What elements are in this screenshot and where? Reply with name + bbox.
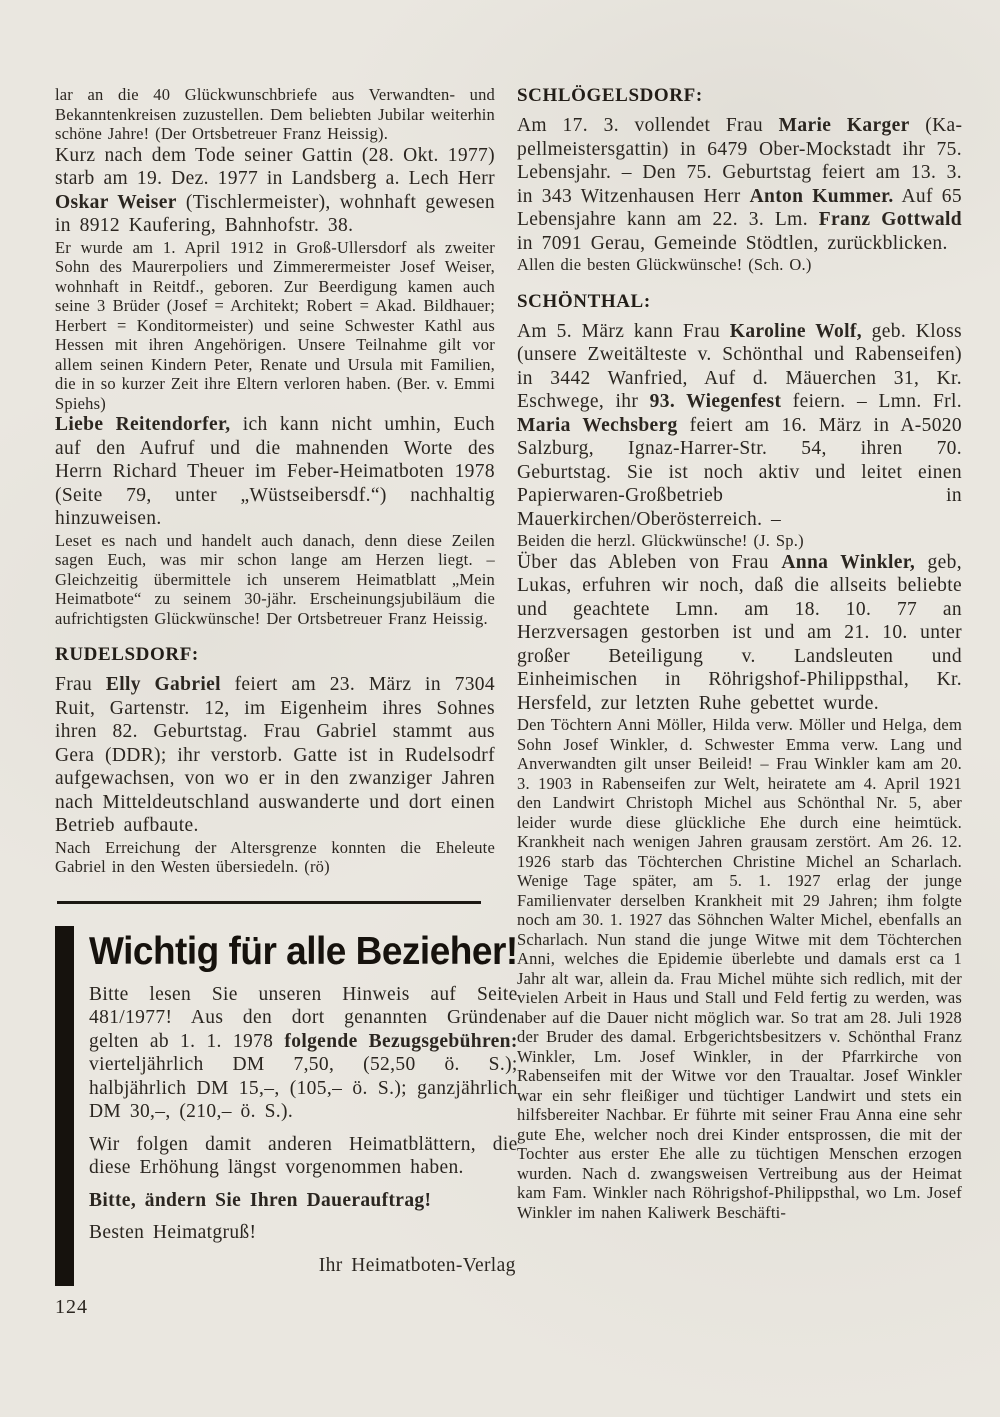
- section-divider-rule: [57, 901, 481, 904]
- oskar-weiser-obituary: Kurz nach dem Tode seiner Gattin (28. Okt. 1977) starb am 19. Dez. 1977 in Landsberg a. Lech Herr Oskar Weiser (Tischlermeister), wohnhaft gewesen in 8912 Kaufering, Bahnhofstr. 38.: [55, 144, 495, 236]
- continuation-paragraph: lar an die 40 Glückwunschbriefe aus Verwandten- und Bekanntenkreisen zuzustellen. Dem beliebten Jubilar weiterhin schöne Jahre! (Der Ortsbetreuer Franz Heissig).: [55, 85, 495, 143]
- winkler-family-history: Den Töchtern Anni Möller, Hilda verw. Möller und Helga, dem Sohn Josef Winkler, d. Schwester Emma verw. Lang und Anverwandten gilt unser Beileid! – Frau Winkler kam am 20. 3. 1903 in Rabenseifen zur Welt, heiratete am 4. April 1921 den Landwirt Christoph Michel aus Schönthal Nr. 5, aber leider wurde diese glückliche Ehe durch eine heimtück. Krankheit nach wenigen Jahren grausam zerstört. Am 26. 12. 1926 starb das Töchterchen Christine Michel an Scharlach. Wenige Tage später, am 5. 1. 1927 erlag der junge Familienvater derselben Krankheit mit 29 Jahren; ihm folgte noch am 30. 1. 1927 das Söhnchen Walter Michel, ebenfalls an Scharlach. Nun stand die junge Witwe mit dem Töchterchen Anni, welches die Epidemie überlebte und damals erst ca 1 Jahr alt war, allein da. Frau Michel mühte sich redlich, mit der vielen Arbeit in Haus und Stall und Feld fertig zu werden, was aber auf die Dauer nicht möglich war. So trat am 28. Juli 1928 der Bruder des damal. Erbgerichtsbesitzers v. Schönthal Franz Winkler, Lm. Josef Winkler, in der Pfarrkirche von Rabenseifen mit der Witwe vor den Traualtar. Josef Winkler war ein sehr fleißiger und tüchtiger Landwirt und stets ein hilfsbereiter Nachbar. Er führte mit seiner Frau Anna eine sehr gute Ehe, welcher noch drei Kinder entsprossen, die mit der Tochter aus erster Ehe alle zu tüchtigen Menschen erzogen wurden. Nach d. zwangsweisen Vertreibung aus der Heimat kam Fam. Winkler nach Röhrigshof-Philippsthal, wo Lm. Josef Winkler im nahen Kaliwerk Beschäfti-: [517, 715, 962, 1222]
- notice-fees-paragraph: Bitte lesen Sie unseren Hinweis auf Seite 481/1977! Aus den dort genannten Gründen gelten ab 1. 1. 1978 folgende Bezugsgebühren: vierteljährlich DM 7,50, (52,50 ö. S.); halbjährlich DM 15,–, (105,– ö. S.); ganzjährlich DM 30,–, (210,– ö. S.).: [89, 983, 518, 1122]
- notice-content: [89, 926, 518, 1287]
- subscription-notice-box: [55, 926, 518, 1287]
- weiser-family-note: Er wurde am 1. April 1912 in Groß-Ullersdorf als zweiter Sohn des Maurerpoliers und Zimmerermeister Josef Weiser, wohnhaft in Reitdf., geboren. Zur Beerdigung kamen auch seine 3 Brüder (Josef = Architekt; Robert = Akad. Bildhauer; Herbert = Konditormeister) und seine Schwester Kathl aus Hessen mit ihren Angehörigen. Unsere Teilnahme gilt vor allem seinen Kindern Peter, Renate und Ursula mit Familien, die in so kurzer Zeit ihre Eltern verloren haben. (Ber. v. Emmi Spiehs): [55, 237, 495, 413]
- notice-headline: Wichtig für alle Bezieher!: [89, 928, 518, 972]
- notice-greeting: Besten Heimatgruß!: [89, 1222, 257, 1243]
- right-column: [517, 85, 962, 1286]
- section-heading-rudelsdorf: RUDELSDORF:: [55, 644, 199, 665]
- left-column: [55, 85, 518, 1286]
- elly-gabriel-birthday: Frau Elly Gabriel feiert am 23. März in 7304 Ruit, Gartenstr. 12, im Eigenheim ihres Sohnes ihren 82. Geburtstag. Frau Gabriel stammt aus Gera (DDR); ihr verstorb. Gatte ist in Rudelsodrf aufgewachsen, von wo er in den zwanziger Jahren nach Mitteldeutschland auswanderte und dort einen Betrieb aufbaute.: [55, 674, 496, 836]
- schoenthal-birthdays: Am 5. März kann Frau Karoline Wolf, geb. Kloss (unsere Zweitälteste v. Schönthal und Rabenseifen) in 3442 Wanfried, Auf d. Mäuerchen 31, Kr. Eschwege, ihr 93. Wiegenfest feiern. – Lmn. Frl. Maria Wechsberg feiert am 16. März in A-5020 Salzburg, Ignaz-Harrer-Str. 54, ihren 70. Geburtstag. Sie ist noch aktiv und leitet einen Papierwaren-Großbetrieb in Mauerkirchen/Oberösterreich. –: [517, 320, 963, 530]
- gabriel-resettlement-note: Nach Erreichung der Altersgrenze konnten die Eheleute Gabriel in den Westen übersiedeln. (rö): [55, 837, 495, 876]
- reitendorfer-appeal: Liebe Reitendorfer, ich kann nicht umhin, Euch auf den Aufruf und die mahnenden Worte des Herrn Richard Theuer im Feber-Heimatboten 1978 (Seite 79, unter „Wüstseibersdf.“) nachhaltig hinzuweisen.: [55, 414, 495, 529]
- notice-follow-paragraph: Wir folgen damit anderen Heimatblättern, die diese Erhöhung längst vorgenommen haben.: [89, 1133, 518, 1178]
- heimatbote-anniversary-note: Leset es nach und handelt auch danach, denn diese Zeilen sagen Euch, was mir schon lange am Herzen liegt. – Gleichzeitig übermittele ich unserem Heimatblatt „Mein Heimatbote“ zu seinem 30-jähr. Erscheinungsjubiläum die aufrichtigsten Glückwünsche! Der Ortsbetreuer Franz Heissig.: [55, 530, 495, 628]
- notice-left-bar: [55, 926, 74, 1287]
- schloegelsdorf-birthdays: Am 17. 3. vollendet Frau Marie Karger (Kapellmeistersgattin) in 6479 Ober-Mockstadt ihr 75. Lebensjahr. – Den 75. Geburtstag feiert am 13. 3. in 343 Witzenhausen Herr Anton Kummer. Auf 65 Lebensjahre kann am 22. 3. Lm. Franz Gottwald in 7091 Gerau, Gemeinde Stödtlen, zurückblicken.: [517, 115, 963, 254]
- schoenthal-wishes: Beiden die herzl. Glückwünsche! (J. Sp.): [517, 531, 804, 550]
- schloegelsdorf-wishes: Allen die besten Glückwünsche! (Sch. O.): [517, 255, 812, 274]
- notice-signoff: Ihr Heimatboten-Verlag: [318, 1254, 516, 1276]
- section-heading-schloegelsdorf: SCHLÖGELSDORF:: [517, 85, 703, 106]
- notice-dauerauftrag-line: Bitte, ändern Sie Ihren Dauerauftrag!: [89, 1189, 432, 1211]
- anna-winkler-obituary: Über das Ableben von Frau Anna Winkler, geb, Lukas, erfuhren wir noch, daß die allseits beliebte und geachtete Lmn. am 18. 10. 77 an Herzversagen gestorben ist und am 21. 10. unter großer Beteiligung v. Landsleuten und Einheimischen in Röhrigshof-Philippsthal, Kr. Hersfeld, zur letzten Ruhe gebettet wurde.: [517, 551, 962, 714]
- page-number: 124: [55, 1296, 88, 1318]
- two-column-layout: [55, 85, 962, 1286]
- section-heading-schoenthal: SCHÖNTHAL:: [517, 290, 651, 312]
